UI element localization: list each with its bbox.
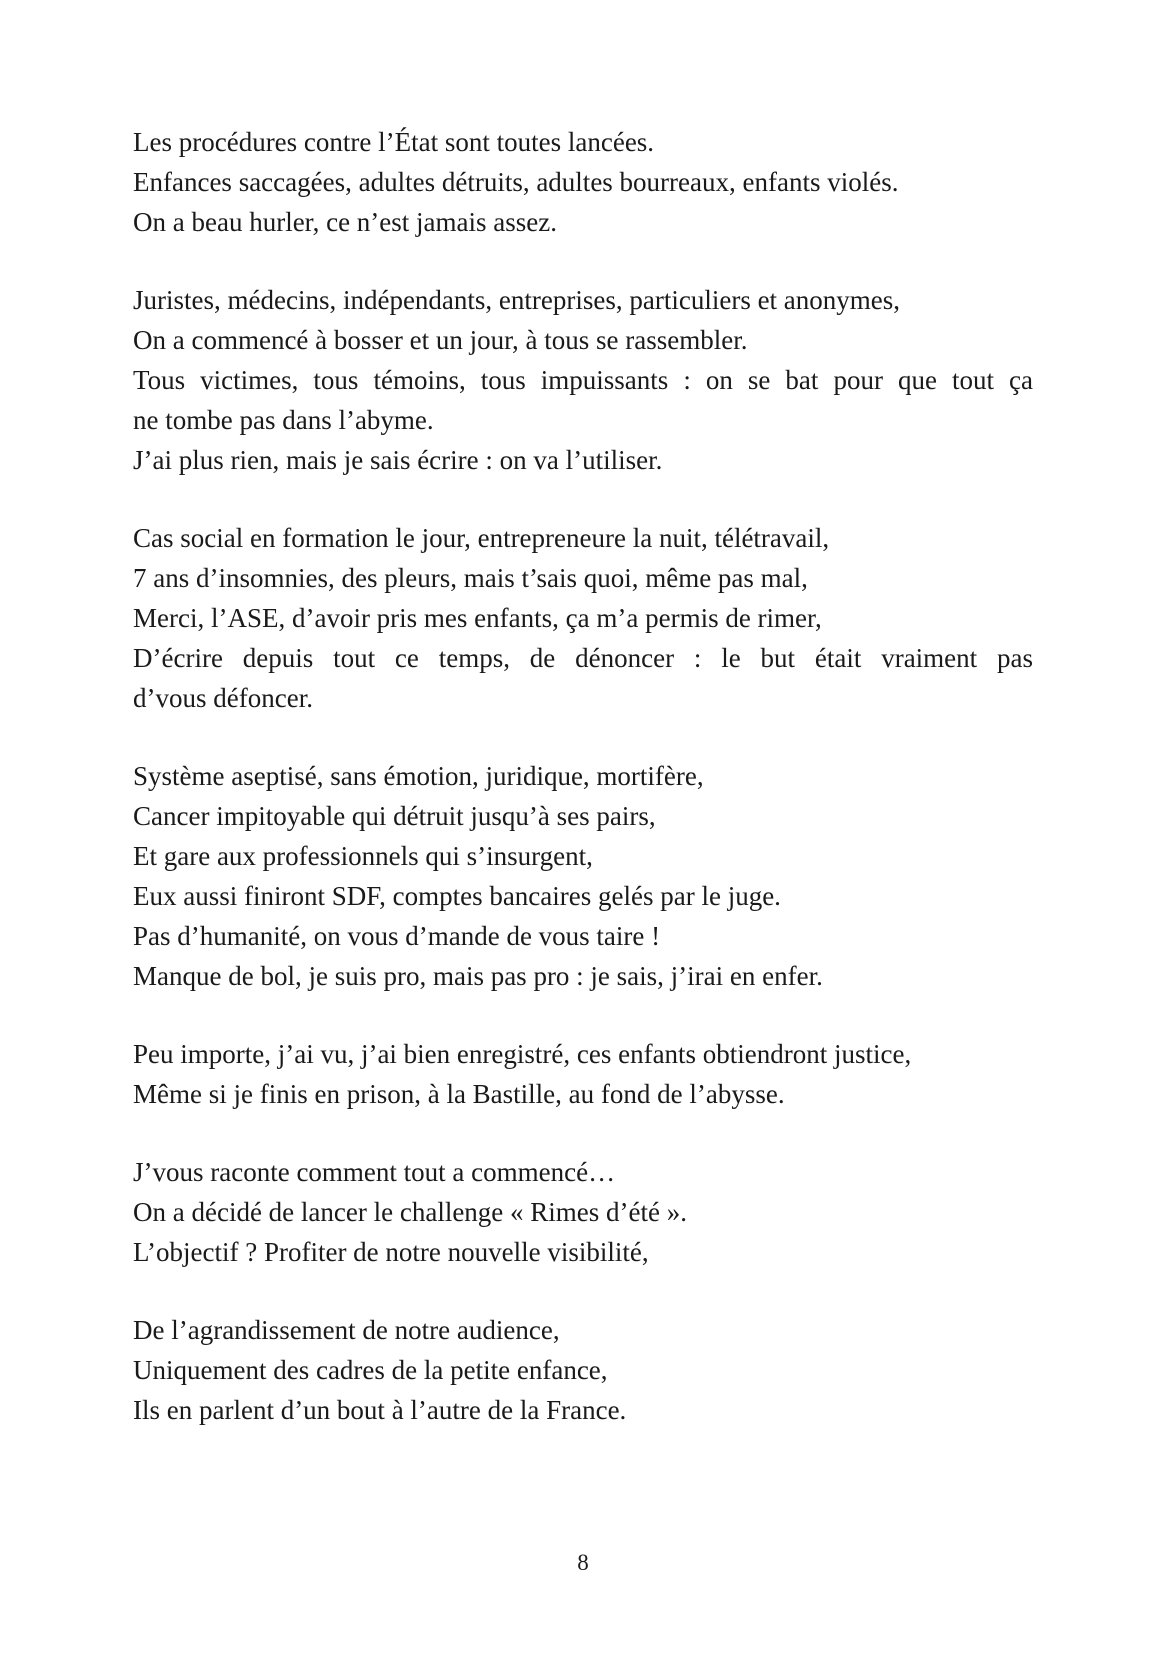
poem-line: On a beau hurler, ce n’est jamais assez. [133,207,557,237]
poem-line: Ils en parlent d’un bout à l’autre de la France. [133,1395,627,1425]
page-number: 8 [577,1550,589,1575]
poem-line: J’vous raconte comment tout a commencé… [133,1157,616,1187]
poem-line: D’écrire depuis tout ce temps, de dénoncer : le but était vraiment pas [133,643,1033,673]
poem-line: d’vous défoncer. [133,683,313,713]
poem-line: Merci, l’ASE, d’avoir pris mes enfants, ça m’a permis de rimer, [133,603,822,633]
poem-line: On a commencé à bosser et un jour, à tous se rassembler. [133,325,748,355]
stanza-5 [133,1034,1033,1114]
poem-line: Juristes, médecins, indépendants, entreprises, particuliers et anonymes, [133,285,901,315]
poem-line: Et gare aux professionnels qui s’insurgent, [133,841,593,871]
stanza-1 [133,122,1033,242]
poem-line: Uniquement des cadres de la petite enfance, [133,1355,608,1385]
poem-line: Pas d’humanité, on vous d’mande de vous taire ! [133,921,661,951]
poem-line: Système aseptisé, sans émotion, juridique, mortifère, [133,761,704,791]
stanza-6 [133,1152,1033,1272]
stanza-3 [133,518,1033,718]
poem-line: Tous victimes, tous témoins, tous impuissants : on se bat pour que tout ça [133,365,1033,395]
poem-line: J’ai plus rien, mais je sais écrire : on va l’utiliser. [133,445,663,475]
poem-line: Enfances saccagées, adultes détruits, adultes bourreaux, enfants violés. [133,167,899,197]
poem-line: Peu importe, j’ai vu, j’ai bien enregistré, ces enfants obtiendront justice, [133,1039,912,1069]
poem-line: ne tombe pas dans l’abyme. [133,405,434,435]
poem-line: De l’agrandissement de notre audience, [133,1315,560,1345]
poem-line: Même si je finis en prison, à la Bastille, au fond de l’abysse. [133,1079,785,1109]
poem-line: L’objectif ? Profiter de notre nouvelle visibilité, [133,1237,649,1267]
stanza-7 [133,1310,1033,1430]
poem-text [133,122,1033,1468]
poem-line: Les procédures contre l’État sont toutes lancées. [133,127,655,157]
poem-line: Eux aussi finiront SDF, comptes bancaires gelés par le juge. [133,881,781,911]
stanza-4 [133,756,1033,996]
poem-line: Cancer impitoyable qui détruit jusqu’à ses pairs, [133,801,656,831]
stanza-2 [133,280,1033,480]
poem-line: 7 ans d’insomnies, des pleurs, mais t’sais quoi, même pas mal, [133,563,808,593]
poem-line: Cas social en formation le jour, entrepreneure la nuit, télétravail, [133,523,830,553]
poem-line: Manque de bol, je suis pro, mais pas pro : je sais, j’irai en enfer. [133,961,823,991]
poem-line: On a décidé de lancer le challenge « Rimes d’été ». [133,1197,688,1227]
